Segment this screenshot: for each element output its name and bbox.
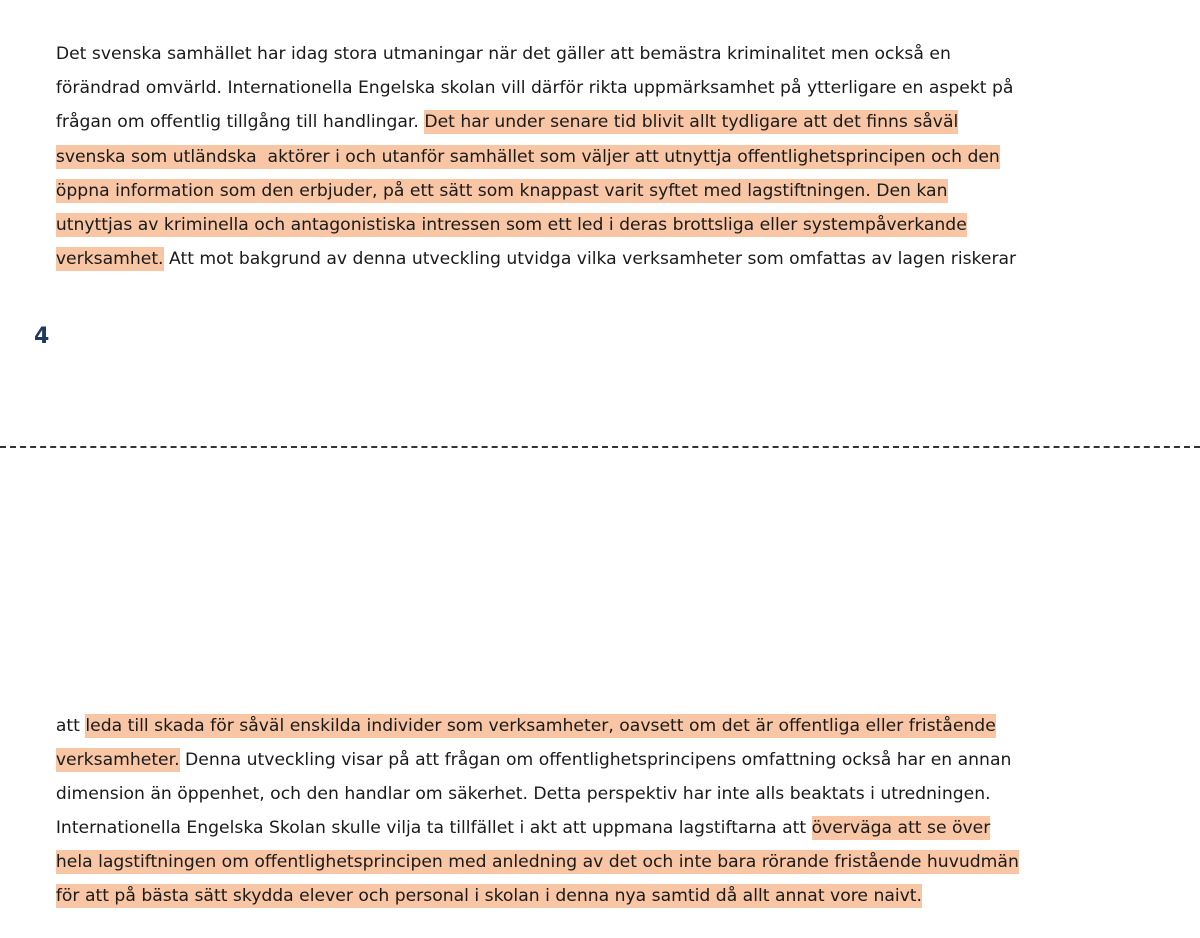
- highlighted-text: hela lagstiftningen om offentlighetsprincipen med anledning av det och inte bara rörande fristående huvudmän: [55, 852, 1019, 872]
- text-line: [34, 684, 996, 736]
- text-line: [34, 854, 923, 906]
- text-line: [34, 12, 951, 64]
- text-run: dimension än öppenhet, och den handlar om säkerhet. Detta perspektiv har inte alls beaktats i utredningen.: [55, 784, 991, 804]
- text-run: Att mot bakgrund av denna utveckling utvidga vilka verksamheter som omfattas av lagen riskerar: [163, 249, 1017, 269]
- text-run: frågan om offentlig tillgång till handlingar.: [55, 112, 425, 132]
- highlighted-text: svenska som utländska aktörer i och utanför samhället som väljer att utnyttja offentlighetsprincipen och den: [55, 147, 1000, 167]
- text-run: att: [55, 716, 86, 736]
- highlighted-text: verksamhet.: [55, 249, 164, 269]
- page-break-divider: [0, 446, 1200, 448]
- text-line: [34, 46, 1014, 98]
- text-line: [34, 786, 991, 838]
- highlighted-text: leda till skada för såväl enskilda individer som verksamheter, oavsett om det är offentliga eller fristående: [85, 716, 996, 736]
- highlighted-text: Det har under senare tid blivit allt tydligare att det finns såväl: [424, 112, 959, 132]
- text-line: [34, 149, 948, 201]
- text-run: förändrad omvärld. Internationella Engelska skolan vill därför rikta uppmärksamhet på ytterligare en aspekt på: [55, 78, 1014, 98]
- highlighted-text: utnyttjas av kriminella och antagonistiska intressen som ett led i deras brottsliga eller systempåverkande: [55, 215, 967, 235]
- text-line: [34, 718, 1012, 770]
- highlighted-text: verksamheter.: [55, 750, 180, 770]
- text-line: [34, 115, 1000, 167]
- text-line: [34, 183, 967, 235]
- highlighted-text: överväga att se över: [811, 818, 991, 838]
- highlighted-text: öppna information som den erbjuder, på ett sätt som knappast varit syftet med lagstiftningen. Den kan: [55, 181, 948, 201]
- text-line: [34, 752, 991, 804]
- text-run: Denna utveckling visar på att frågan om offentlighetsprincipens omfattning också har en annan: [179, 750, 1012, 770]
- text-line: [34, 80, 959, 132]
- text-line: [34, 820, 1019, 872]
- page-number: 4: [34, 324, 50, 349]
- text-run: Internationella Engelska Skolan skulle vilja ta tillfället i akt att uppmana lagstiftarna att: [55, 818, 812, 838]
- text-line: [34, 217, 1017, 269]
- highlighted-text: för att på bästa sätt skydda elever och personal i skolan i denna nya samtid då allt annat vore naivt.: [55, 886, 923, 906]
- text-run: Det svenska samhället har idag stora utmaningar när det gäller att bemästra kriminalitet men också en: [55, 44, 951, 64]
